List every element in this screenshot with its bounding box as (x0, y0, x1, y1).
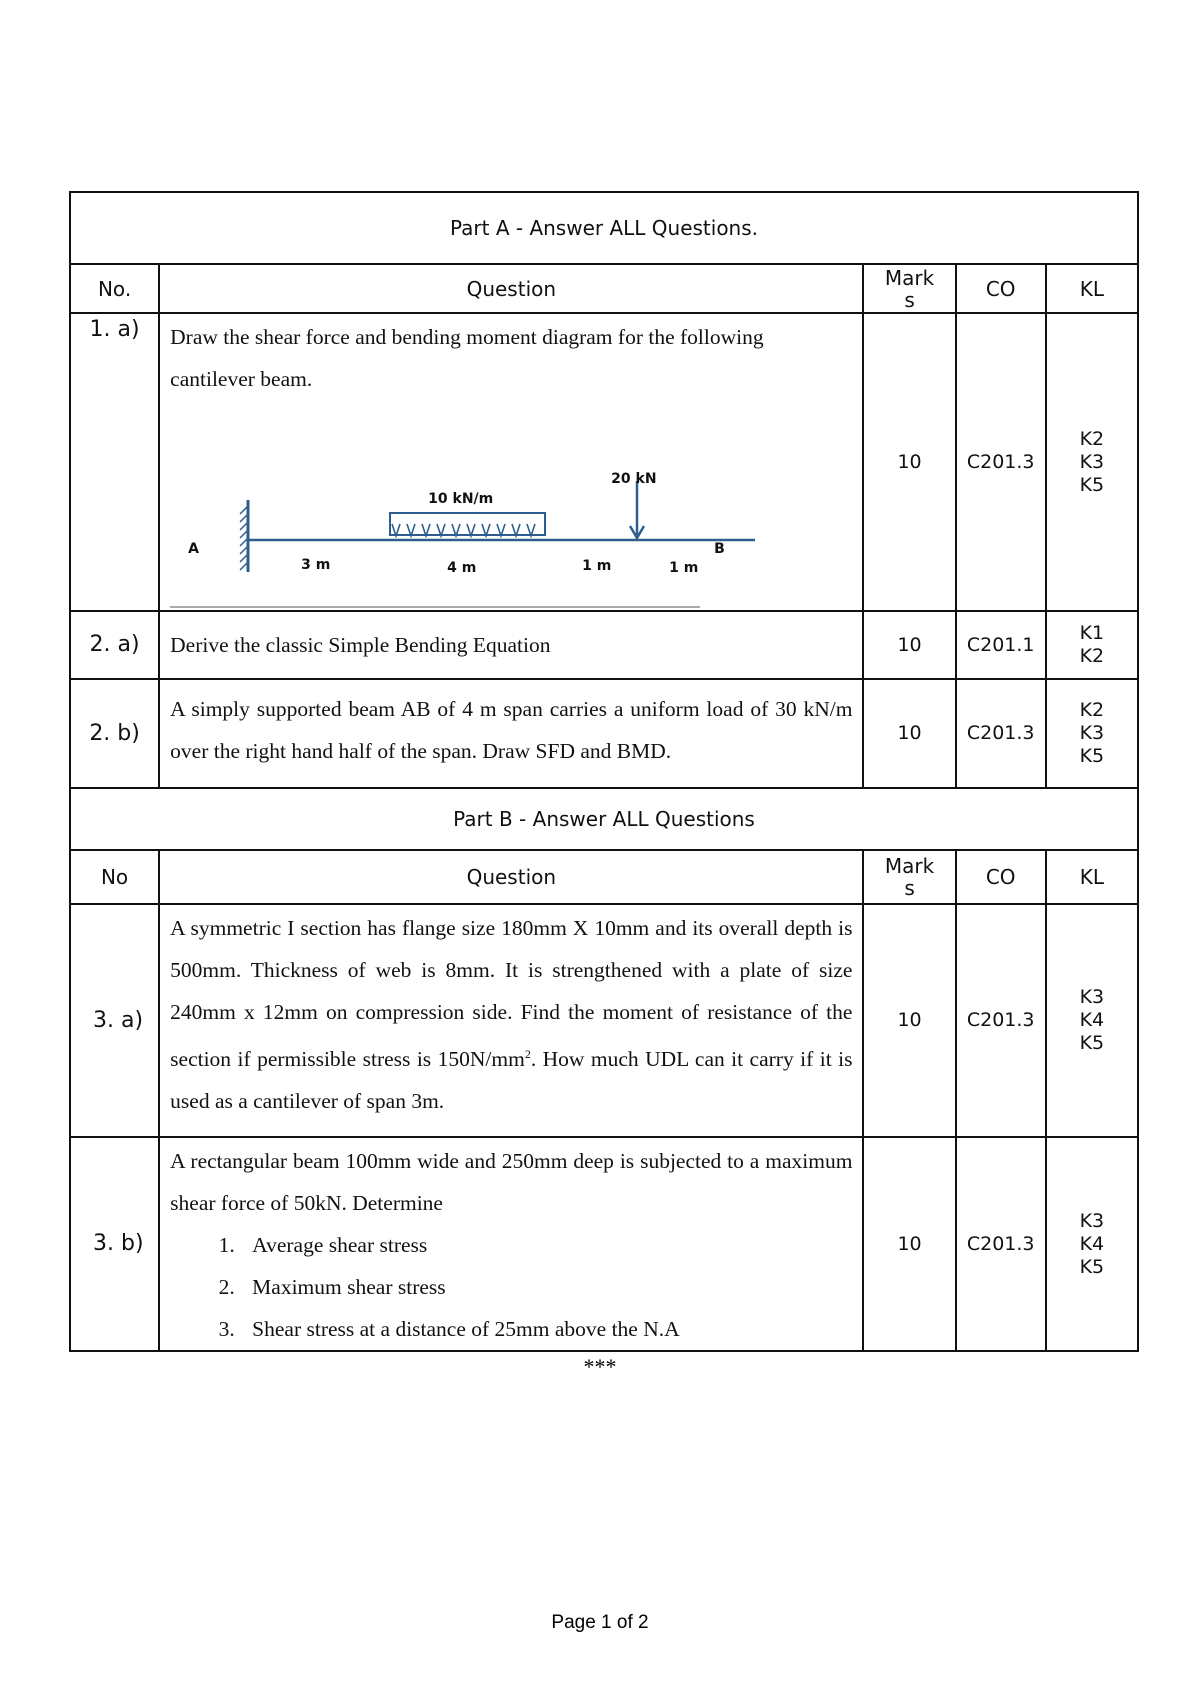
list-item: 1. Average shear stress (240, 1224, 852, 1266)
question-number: 3. b) (70, 1137, 159, 1351)
kl-values (1046, 1137, 1138, 1351)
question-text-cell (159, 1137, 863, 1351)
kl-item: K3 (1079, 450, 1105, 473)
kl-values (1046, 313, 1138, 611)
kl-item: K1 (1079, 622, 1105, 644)
point-load-label: 20 kN (611, 471, 657, 487)
header-co: CO (956, 850, 1046, 904)
question-number: 2. b) (70, 679, 159, 788)
kl-item: K4 (1079, 1009, 1105, 1031)
header-co: CO (956, 264, 1046, 313)
kl-item: K2 (1079, 645, 1105, 667)
question-number: 3. a) (70, 904, 159, 1137)
part-a-title: Part A - Answer ALL Questions. (70, 192, 1138, 264)
marks-value: 10 (863, 679, 955, 788)
marks-value: 10 (863, 1137, 955, 1351)
span-label-2: 4 m (447, 560, 477, 576)
cantilever-beam-figure (170, 400, 852, 610)
question-text: A rectangular beam 100mm wide and 250mm deep is subjected to a maximum shear force of 50kN. Determine (170, 1149, 853, 1215)
list-item: 3. Shear stress at a distance of 25mm above the N.A (240, 1308, 852, 1350)
question-row-1a (70, 313, 1138, 611)
header-question: Question (159, 850, 863, 904)
kl-item: K3 (1079, 1209, 1105, 1232)
kl-item: K3 (1079, 722, 1105, 744)
kl-values (1046, 679, 1138, 788)
question-row-2a (70, 611, 1138, 679)
kl-item: K4 (1079, 1232, 1105, 1255)
header-marks: Mark s (863, 264, 955, 313)
kl-item: K3 (1079, 986, 1105, 1008)
part-a-header-row (70, 264, 1138, 313)
kl-item: K5 (1079, 1032, 1105, 1054)
header-kl: KL (1046, 850, 1138, 904)
header-marks: Mark s (863, 850, 955, 904)
co-value: C201.1 (956, 611, 1046, 679)
part-b-header-row (70, 850, 1138, 904)
header-no: No (70, 850, 159, 904)
marks-value: 10 (863, 313, 955, 611)
udl-label: 10 kN/m (428, 491, 494, 507)
question-text: Derive the classic Simple Bending Equation (159, 611, 863, 679)
co-value: C201.3 (956, 313, 1046, 611)
kl-item: K5 (1079, 1255, 1105, 1278)
question-text: A symmetric I section has flange size 180mm X 10mm and its overall depth is 500mm. Thickness of web is 8mm. It is strengthened with a plate of size 240mm x 12mm on compression side. Find the moment of resistance of the section if permissible stress is $150N/mm^2$. How much UDL can it carry if it is used as a cantilever of span 3m. (159, 904, 863, 1137)
kl-item: K5 (1079, 745, 1105, 767)
list-item: 2. Maximum shear stress (240, 1266, 852, 1308)
co-value: C201.3 (956, 904, 1046, 1137)
question-text: A simply supported beam AB of 4 m span carries a uniform load of 30 kN/m over the right hand half of the span. Draw SFD and BMD. (159, 679, 863, 788)
kl-item: K2 (1079, 427, 1105, 450)
question-text-cell (159, 313, 863, 611)
sub-question-list (170, 1224, 852, 1350)
question-number: 2. a) (70, 611, 159, 679)
question-row-3b (70, 1137, 1138, 1351)
co-value: C201.3 (956, 1137, 1046, 1351)
marks-value: 10 (863, 904, 955, 1137)
kl-item: K2 (1079, 699, 1105, 721)
label-a: A (188, 541, 199, 557)
label-b: B (714, 541, 725, 557)
header-question: Question (159, 264, 863, 313)
question-paper-table (69, 191, 1139, 1352)
question-number: 1. a) (70, 313, 159, 611)
kl-item: K5 (1079, 473, 1105, 496)
span-label-4: 1 m (669, 560, 699, 576)
span-label-3: 1 m (582, 558, 612, 574)
question-text: Draw the shear force and bending moment diagram for the following cantilever beam. (170, 325, 764, 391)
header-kl: KL (1046, 264, 1138, 313)
beam-diagram (170, 400, 850, 610)
part-b-title: Part B - Answer ALL Questions (70, 788, 1138, 850)
question-row-2b (70, 679, 1138, 788)
co-value: C201.3 (956, 679, 1046, 788)
marks-value: 10 (863, 611, 955, 679)
header-no: No. (70, 264, 159, 313)
kl-values (1046, 904, 1138, 1137)
span-label-1: 3 m (301, 557, 331, 573)
end-marker: *** (583, 1354, 617, 1379)
kl-values (1046, 611, 1138, 679)
page-footer: Page 1 of 2 (551, 1612, 649, 1633)
question-row-3a (70, 904, 1138, 1137)
